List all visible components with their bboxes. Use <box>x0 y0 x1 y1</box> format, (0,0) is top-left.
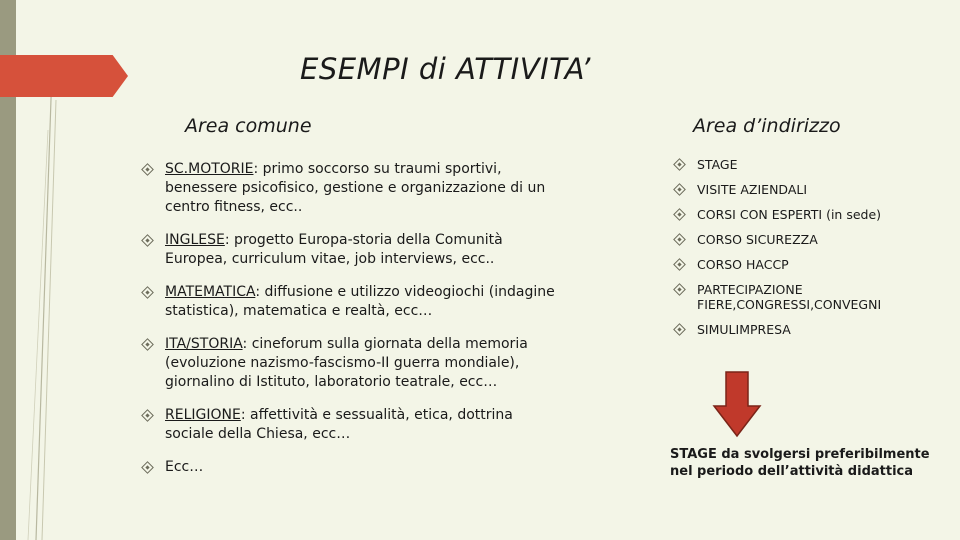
right-area-heading: Area d’indirizzo <box>693 115 841 137</box>
diamond-bullet-icon <box>673 283 686 296</box>
diamond-bullet-icon <box>141 286 154 299</box>
subject-term: ITA/STORIA <box>165 336 243 352</box>
list-item <box>140 160 560 217</box>
activity-label: PARTECIPAZIONE FIERE,CONGRESSI,CONVEGNI <box>697 282 882 312</box>
list-item <box>672 182 932 197</box>
subject-description: : diffusione e utilizzo videogiochi (indagine statistica), matematica e realtà, ecc… <box>165 284 555 319</box>
title-accent-arrow <box>0 55 128 97</box>
subject-description: : affettività e sessualità, etica, dottrina sociale della Chiesa, ecc… <box>165 407 513 442</box>
subject-term: MATEMATICA <box>165 284 256 300</box>
list-item <box>672 232 932 247</box>
stage-note: STAGE da svolgersi preferibilmente nel periodo dell’attività didattica <box>670 447 930 479</box>
diamond-bullet-icon <box>141 409 154 422</box>
subject-description: : progetto Europa-storia della Comunità Europea, curriculum vitae, job interviews, ecc.. <box>165 232 503 267</box>
specialization-area-list <box>672 157 932 347</box>
subject-description: : primo soccorso su traumi sportivi, benessere psicofisico, gestione e organizzazione di un centro fitness, ecc.. <box>165 161 546 215</box>
activity-label: CORSO SICUREZZA <box>697 232 818 247</box>
subject-term: SC.MOTORIE <box>165 161 254 177</box>
list-item <box>140 283 560 321</box>
diamond-bullet-icon <box>673 233 686 246</box>
left-area-heading: Area comune <box>185 115 312 137</box>
activity-label: SIMULIMPRESA <box>697 322 791 337</box>
list-item <box>140 458 560 477</box>
list-item <box>672 322 932 337</box>
diamond-bullet-icon <box>673 208 686 221</box>
activity-label: VISITE AZIENDALI <box>697 182 808 197</box>
diamond-bullet-icon <box>141 163 154 176</box>
subject-term: INGLESE <box>165 232 225 248</box>
diamond-bullet-icon <box>141 461 154 474</box>
common-area-list <box>140 160 560 491</box>
subject-description: Ecc… <box>165 459 204 475</box>
activity-label: STAGE <box>697 157 738 172</box>
diamond-bullet-icon <box>141 338 154 351</box>
diamond-bullet-icon <box>673 183 686 196</box>
list-item <box>672 282 932 312</box>
list-item <box>672 207 932 222</box>
diamond-bullet-icon <box>673 158 686 171</box>
list-item <box>672 257 932 272</box>
list-item <box>140 406 560 444</box>
activity-label: CORSI CON ESPERTI (in sede) <box>697 207 882 222</box>
subject-term: RELIGIONE <box>165 407 241 423</box>
subject-description: : cineforum sulla giornata della memoria (evoluzione nazismo-fascismo-II guerra mondiale), giornalino di Istituto, laboratorio teatrale, ecc… <box>165 336 528 390</box>
diamond-bullet-icon <box>141 234 154 247</box>
diamond-bullet-icon <box>673 258 686 271</box>
list-item <box>672 157 932 172</box>
slide-title: ESEMPI di ATTIVITA’ <box>300 52 591 86</box>
activity-label: CORSO HACCP <box>697 257 789 272</box>
list-item <box>140 231 560 269</box>
down-arrow-icon <box>712 370 762 440</box>
diamond-bullet-icon <box>673 323 686 336</box>
list-item <box>140 335 560 392</box>
